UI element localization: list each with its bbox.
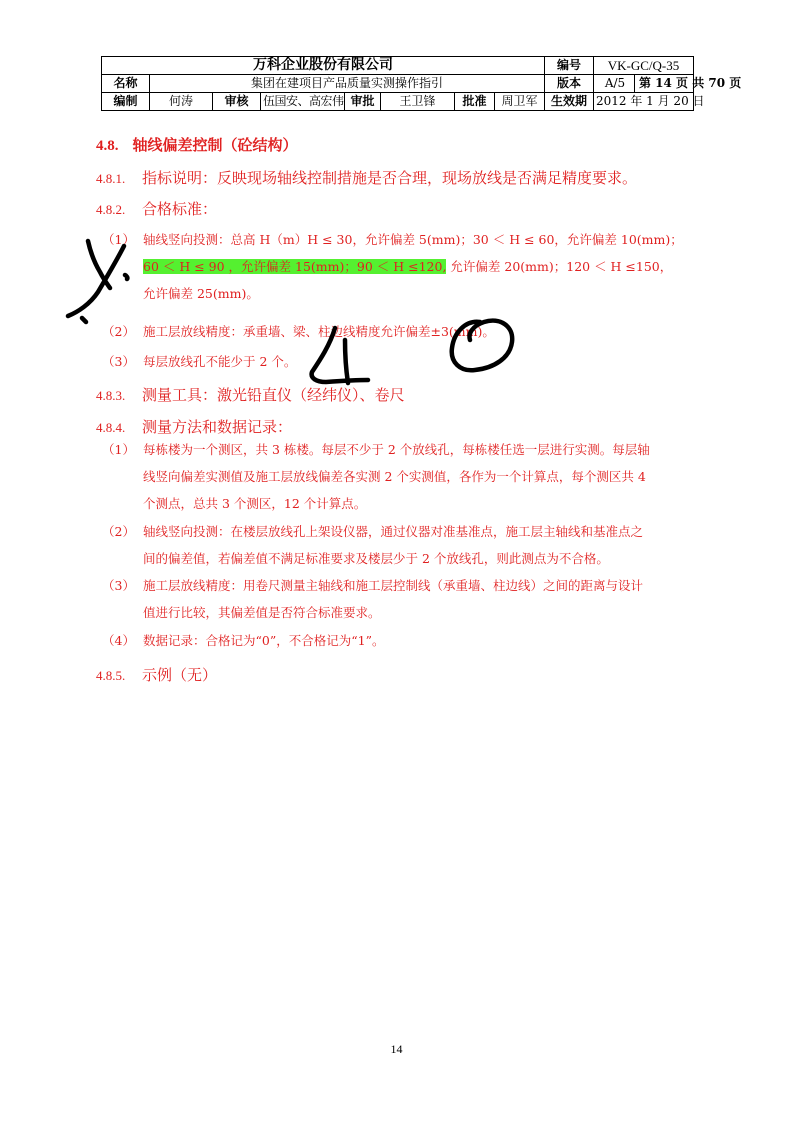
author-value: 何涛 <box>150 93 213 111</box>
item-index: （4） <box>102 633 135 648</box>
item-line: 轴线竖向投测：在楼层放线孔上架设仪器，通过仪器对准基准点，施工层主轴线和基准点之 <box>143 524 644 539</box>
item-text <box>143 348 701 375</box>
item-line: 值进行比较，其偏差值是否符合标准要求。 <box>143 605 381 620</box>
subsection-4-8-2 <box>96 198 217 219</box>
item-index: （1） <box>102 232 135 247</box>
subsection-number: 4.8.3. <box>96 388 126 403</box>
ink-stroke <box>82 318 86 322</box>
version-label: 版本 <box>545 75 594 93</box>
item-line: 允许偏差 25(mm)。 <box>143 286 259 301</box>
subsection-number: 4.8.1. <box>96 171 126 186</box>
item-line: 个测点，总共 3 个测区，12 个计算点。 <box>143 496 367 511</box>
item-line <box>143 253 701 280</box>
subsection-text: 测量方法和数据记录： <box>142 418 293 436</box>
subsection-4-8-4 <box>96 416 292 437</box>
company-name: 万科企业股份有限公司 <box>102 57 545 75</box>
item-line: 轴线竖向投测：总高 H（m）H ≤ 30，允许偏差 5(mm)；30 ＜ H ≤ 60，允许偏差 10(mm)； <box>143 232 683 247</box>
item-line: 间的偏差值，若偏差值不满足标准要求及楼层少于 2 个放线孔，则此测点为不合格。 <box>143 551 609 566</box>
standard-item-1 <box>102 226 702 310</box>
page-number: 14 <box>390 1042 403 1056</box>
effective-value: 2012 年 1 月 20 日 <box>594 93 694 111</box>
standard-item-2 <box>102 318 702 345</box>
item-text <box>143 436 701 517</box>
subsection-text: 指标说明：反映现场轴线控制措施是否合理，现场放线是否满足精度要求。 <box>142 169 638 187</box>
approver-value: 王卫锋 <box>381 93 455 111</box>
reviewer-label: 审核 <box>213 93 261 111</box>
version-value: A/5 <box>596 75 635 92</box>
subsection-text: 测量工具：激光铅直仪（经纬仪）、卷尺 <box>142 386 405 404</box>
method-item-4 <box>102 627 702 654</box>
section-title: 轴线偏差控制（砼结构） <box>132 136 298 154</box>
method-item-1 <box>102 436 702 517</box>
subsection-text: 示例（无） <box>142 666 218 684</box>
document-header-table <box>101 56 742 111</box>
item-text <box>143 318 701 345</box>
item-index: （1） <box>102 442 135 457</box>
item-text <box>143 518 701 572</box>
subsection-4-8-3 <box>96 384 405 405</box>
item-line: 施工层放线精度：用卷尺测量主轴线和施工层控制线（承重墙、柱边线）之间的距离与设计 <box>143 578 644 593</box>
item-text <box>143 627 701 654</box>
document-name: 集团在建项目产品质量实测操作指引 <box>150 75 545 93</box>
standard-item-3 <box>102 348 702 375</box>
item-line: 线竖向偏差实测值及施工层放线偏差各实测 2 个实测值，各作为一个计算点，每个测区共 4 <box>143 469 646 484</box>
reviewer-value: 伍国安、高宏伟 <box>261 93 345 111</box>
subsection-number: 4.8.5. <box>96 668 126 683</box>
code-value: VK-GC/Q-35 <box>594 57 694 75</box>
section-number: 4.8. <box>96 138 119 154</box>
subsection-4-8-5 <box>96 664 217 685</box>
subsection-4-8-1 <box>96 167 637 188</box>
subsection-text: 合格标准： <box>142 200 218 218</box>
item-line: 每层放线孔不能少于 2 个。 <box>143 354 297 369</box>
item-index: （2） <box>102 324 135 339</box>
code-label: 编号 <box>545 57 594 75</box>
approver-label: 审批 <box>345 93 381 111</box>
item-text <box>143 226 701 307</box>
item-line: 每栋楼为一个测区，共 3 栋楼。每层不少于 2 个放线孔，每栋楼任选一层进行实测。每层轴 <box>143 442 650 457</box>
item-index: （3） <box>102 578 135 593</box>
subsection-number: 4.8.4. <box>96 420 126 435</box>
page-info: 第 14 页 共 70 页 <box>639 76 742 90</box>
item-line: 数据记录：合格记为“0”，不合格记为“1”。 <box>143 633 385 648</box>
ratifier-value: 周卫军 <box>495 93 545 111</box>
author-label: 编制 <box>102 93 150 111</box>
method-item-3 <box>102 572 702 626</box>
item-text <box>143 572 701 626</box>
version-and-page <box>594 75 742 93</box>
item-line: 施工层放线精度：承重墙、梁、柱边线精度允许偏差±3(mm)。 <box>143 324 495 339</box>
item-index: （3） <box>102 354 135 369</box>
name-label: 名称 <box>102 75 150 93</box>
ratifier-label: 批准 <box>455 93 495 111</box>
item-index: （2） <box>102 524 135 539</box>
section-heading <box>96 134 298 155</box>
effective-label: 生效期 <box>545 93 594 111</box>
subsection-number: 4.8.2. <box>96 202 126 217</box>
highlighted-text: 60 ＜ H ≤ 90 ，允许偏差 15(mm)；90 ＜ H ≤120, <box>143 259 447 274</box>
method-item-2 <box>102 518 702 572</box>
item-line-rest: 允许偏差 20(mm)；120 ＜ H ≤150， <box>446 259 673 274</box>
